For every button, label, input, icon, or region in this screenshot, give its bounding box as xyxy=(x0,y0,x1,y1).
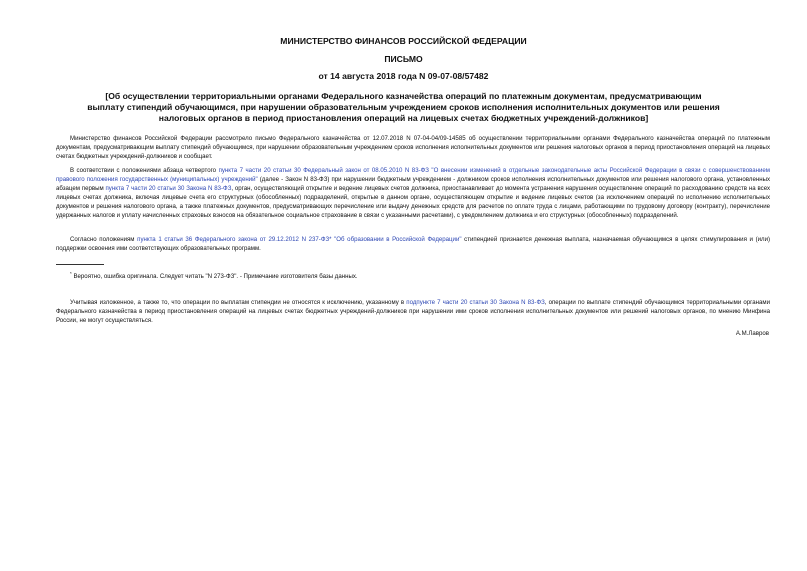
paragraph-2-text-a: В соответствии с положениями абзаца четвертого xyxy=(70,167,219,174)
document-type: ПИСЬМО xyxy=(384,54,423,64)
law-83fz-link[interactable]: пункта 7 части 20 статьи 30 Федеральный закон от 08.05.2010 N 83-ФЗ "О внесении изменений в отдельные законодательные акты Российской Федерации в связи с совершенствованием правового положения государственных (муниципальных) учреждений" xyxy=(56,167,770,183)
signature: А.М.Лавров xyxy=(735,330,769,337)
ministry-heading: МИНИСТЕРСТВО ФИНАНСОВ РОССИЙСКОЙ ФЕДЕРАЦИИ xyxy=(280,36,527,46)
paragraph-1: Министерство финансов Российской Федерации рассмотрело письмо Федерального казначейства от 12.07.2018 N 07-04-04/09-14585 об осуществлении территориальными органами Федерального казначейства операций по платежным документам, предусматривающим выплату стипендий обучающимся, при нарушении образовательным учреждением сроков исполнения исполнительных документов или решения налоговых органов в период приостановления операций на лицевых счетах бюджетных учреждений-должников и сообщает. xyxy=(56,135,770,160)
paragraph-4 xyxy=(56,298,770,325)
paragraph-4-text-a: Учитывая изложенное, а также то, что операции по выплатам стипендии не относятся к исключению, указанному в xyxy=(70,299,407,306)
law-237fz-link[interactable]: пункта 1 статьи 36 Федерального закона от 29.12.2012 N 237-ФЗ* "Об образовании в Российской Федерации" xyxy=(137,236,462,243)
paragraph-3-text-b: стипендией признается денежная выплата, назначаемая обучающимся в целях стимулирования и (или) поддержки освоения ими соответствующих образовательных программ. xyxy=(56,236,771,252)
paragraph-4-text-b: , операции по выплате стипендий обучающимся территориальными органами Федерального казначейства в период приостановления операций на лицевых счетах бюджетных учреждений-должников при нарушении ими сроков исполнения исполнительных документов или решений налоговых органов, по мнению Минфина России, не могут осуществляться. xyxy=(56,299,770,324)
law-83fz-subclause-link[interactable]: подпункте 7 части 20 статьи 30 Закона N 83-ФЗ xyxy=(406,299,545,306)
footnote-divider xyxy=(56,264,104,265)
document-date-number: от 14 августа 2018 года N 09-07-08/57482 xyxy=(318,71,489,81)
paragraph-2-text-b: (далее - Закон N 83-ФЗ) при нарушении бюджетным учреждением - должником сроков исполнения исполнительных документов или решения налогового органа, установленных абзацем первым xyxy=(56,176,770,192)
paragraph-2-text-c: , орган, осуществляющий открытие и ведение лицевых счетов должника, приостанавливает до момента устранения нарушения осуществление операций по расходованию средств на всех лицевых счетах должника, включая лицевые счета его структурных (обособленных) подразделений, открытые в данном органе, осуществляющем открытие и ведение лицевых счетов (за исключением операций по исполнению исполнительных документов и решения налогового органа, а также платежных документов, предусматривающих перечисление или выдачу денежных средств для расчетов по оплате труда с лицами, работающими по трудовому договору (контракту), перечисление удержанных налогов и уплату начисленных страховых взносов на обязательное социальное страхование в связи с указанными расчетами), с уведомлением должника и его структурных (обособленных) подразделений. xyxy=(56,185,770,219)
law-83fz-article-link[interactable]: пункта 7 части 20 статьи 30 Закона N 83-ФЗ xyxy=(105,185,232,192)
footnote-mark: * xyxy=(70,271,72,276)
footnote-text: Вероятно, ошибка оригинала. Следует читать "N 273-ФЗ". - Примечание изготовителя базы данных. xyxy=(71,273,358,281)
paragraph-2 xyxy=(56,166,770,220)
document-subject: [Об осуществлении территориальными органами Федерального казначейства операций по платежным документам, предусматривающим выплату стипендий обучающимся, при нарушении образовательным учреждением сроков исполнения исполнительных документов или решения налоговых органов в период приостановления операций на лицевых счетах бюджетных учреждений-должников] xyxy=(87,91,720,123)
paragraph-3-text-a: Согласно положениям xyxy=(70,236,138,243)
footnote xyxy=(70,269,670,281)
paragraph-3 xyxy=(56,235,770,253)
